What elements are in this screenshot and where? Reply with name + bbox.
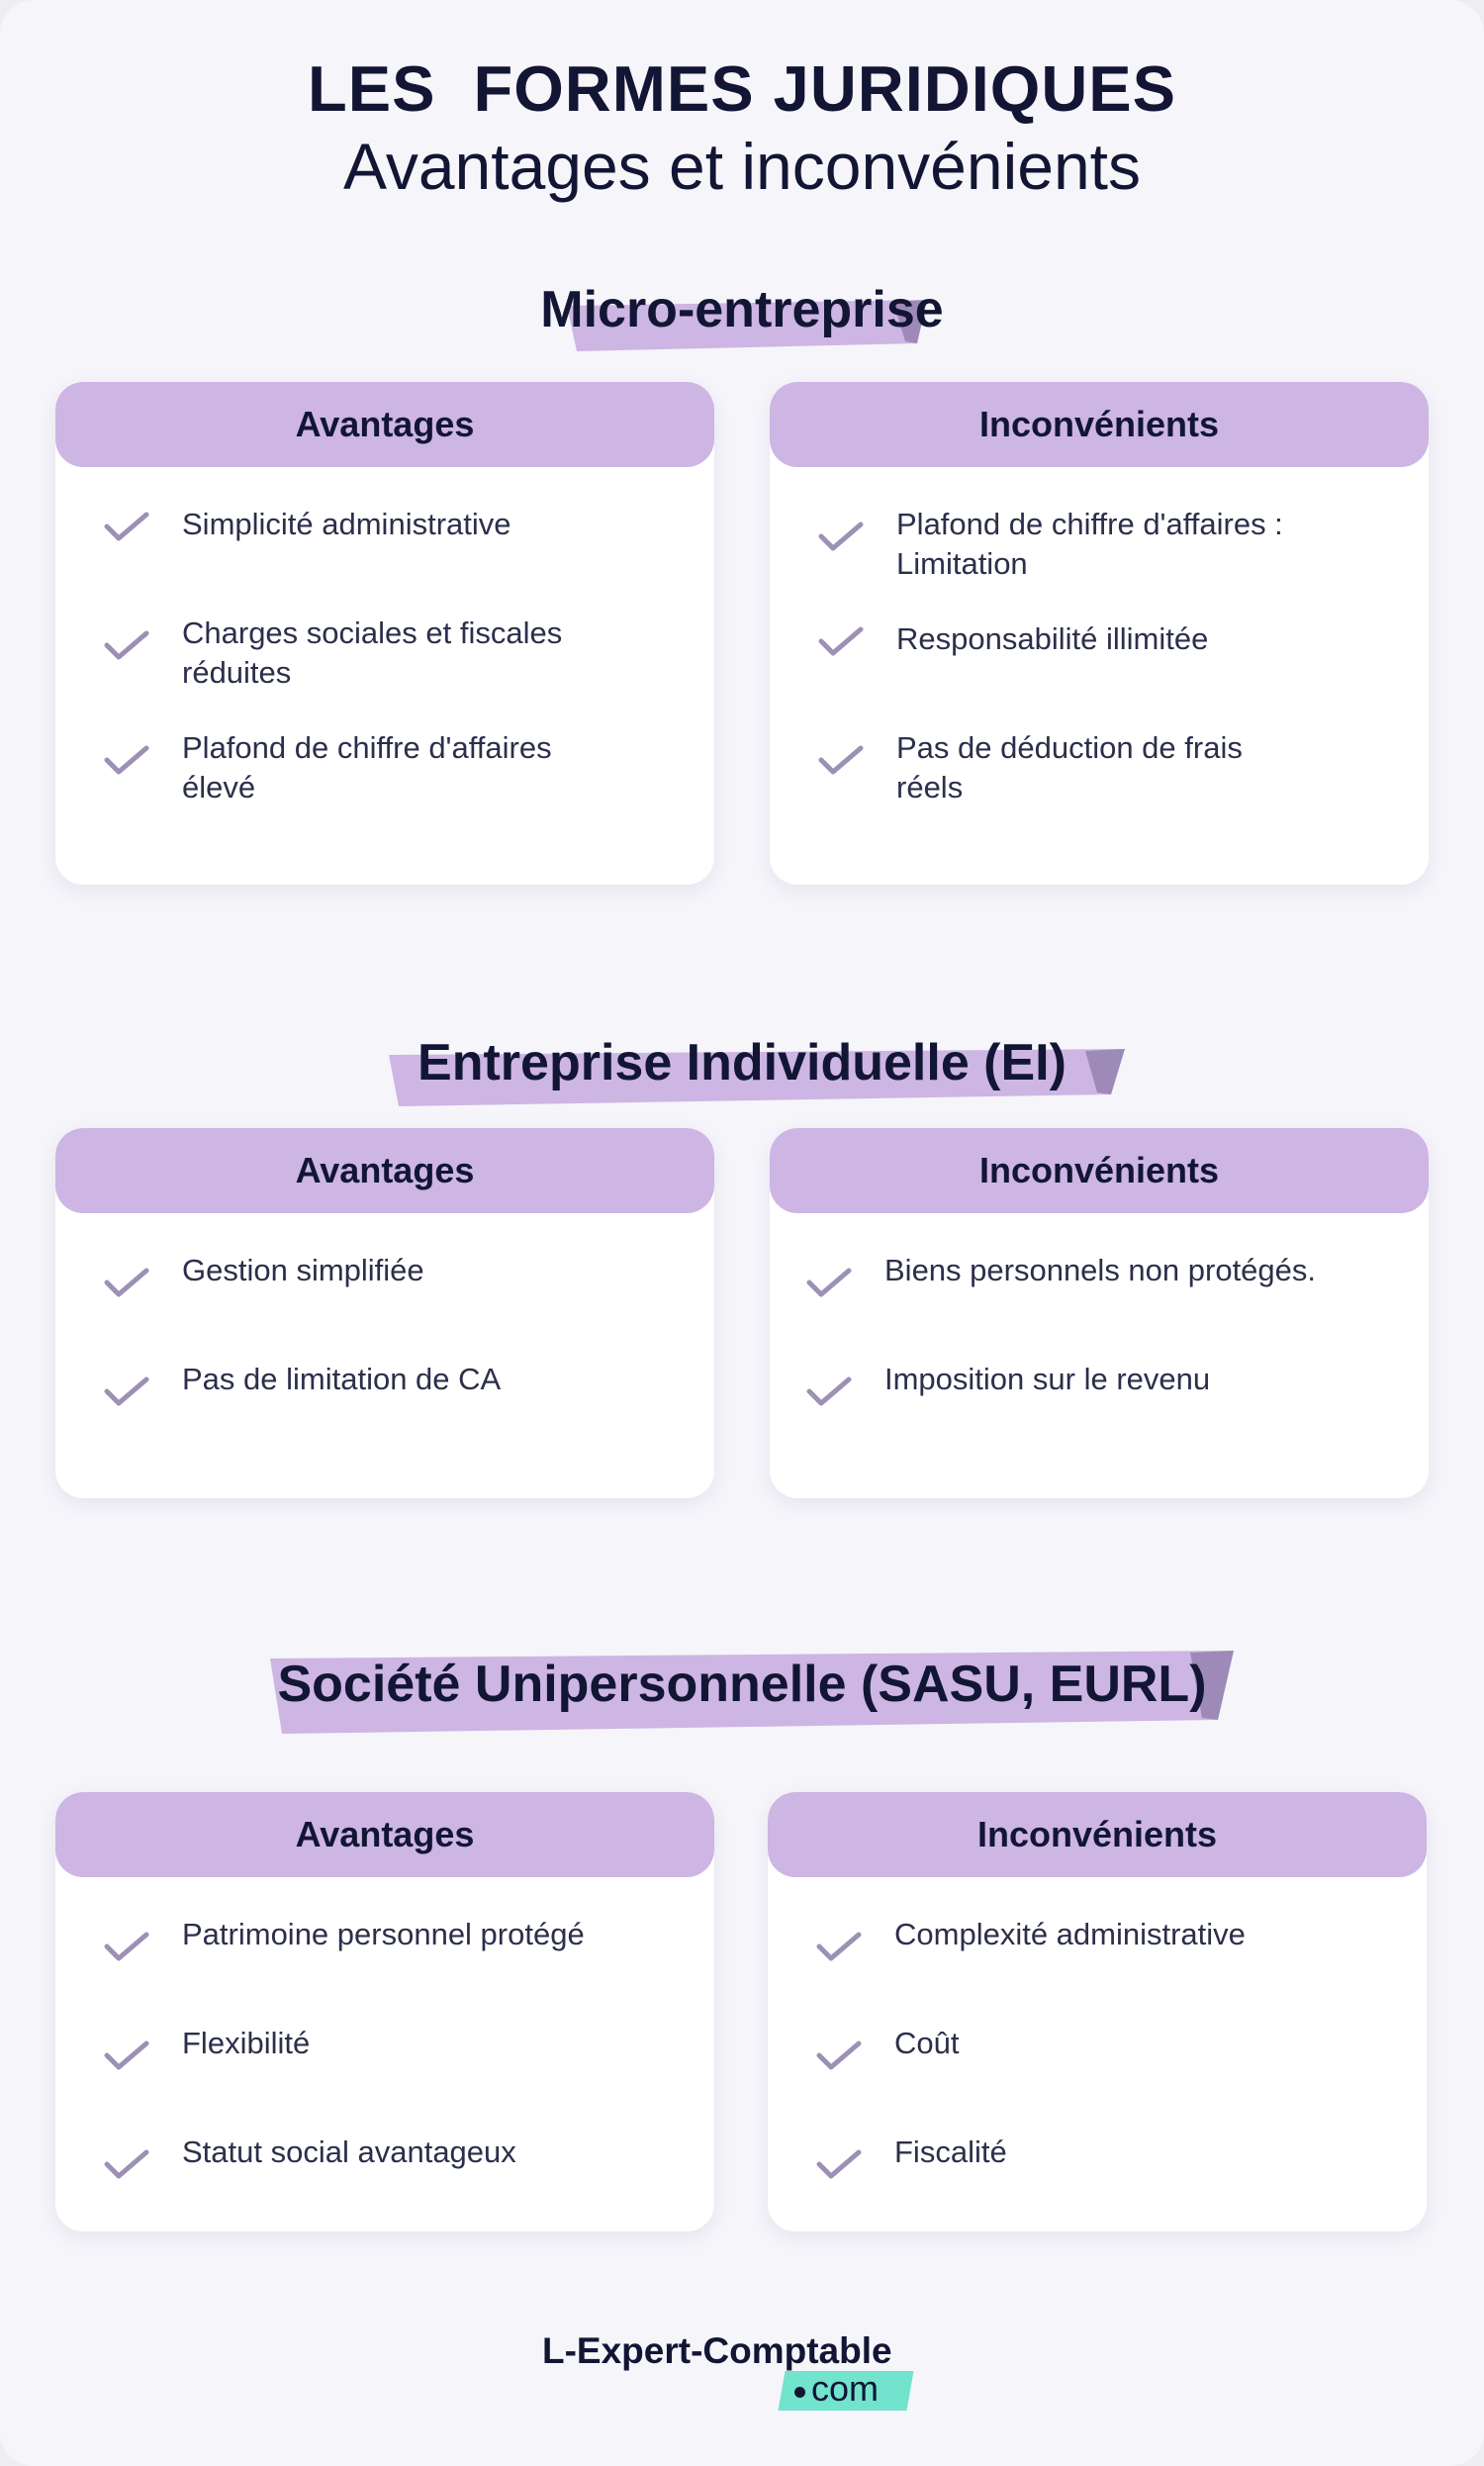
check-icon	[817, 744, 865, 780]
list-item	[103, 1915, 696, 1994]
check-icon	[103, 511, 150, 546]
brand-logo[interactable]	[514, 2330, 950, 2429]
list-item	[815, 1915, 1409, 1994]
list-item	[805, 1360, 1419, 1439]
item-text: Statut social avantageux	[182, 2134, 516, 2169]
advantages-header: Avantages	[55, 382, 714, 467]
list-item	[817, 505, 1411, 584]
list-item	[815, 2133, 1409, 2212]
check-icon	[805, 1375, 853, 1411]
list-item	[805, 1251, 1419, 1330]
check-icon	[103, 1267, 150, 1302]
check-icon	[103, 1931, 150, 1966]
check-icon	[815, 1931, 863, 1966]
check-icon	[805, 1267, 853, 1302]
check-icon	[103, 2148, 150, 2184]
item-text: Plafond de chiffre d'affaires : Limitation	[896, 507, 1283, 581]
advantages-header: Avantages	[55, 1128, 714, 1213]
section-title-micro-entreprise: Micro-entreprise	[540, 281, 944, 338]
item-text: Pas de déduction de frais réels	[896, 730, 1243, 805]
list-item	[103, 614, 696, 693]
item-text: Biens personnels non protégés.	[884, 1253, 1317, 1287]
item-text: Imposition sur le revenu	[884, 1362, 1211, 1396]
list-item	[103, 505, 696, 584]
item-text: Patrimoine personnel protégé	[182, 1917, 585, 1951]
logo-brand-text: L-Expert-Comptable	[542, 2330, 892, 2371]
check-icon	[817, 625, 865, 661]
check-icon	[817, 521, 865, 556]
list-item	[103, 728, 696, 807]
page-subtitle: Avantages et inconvénients	[342, 130, 1142, 203]
list-item	[103, 1360, 696, 1439]
disadvantages-card-societe-unipersonnelle	[768, 1792, 1427, 2231]
item-text: Gestion simplifiée	[182, 1253, 424, 1287]
section-title-entreprise-individuelle: Entreprise Individuelle (EI)	[417, 1034, 1067, 1091]
item-text: Coût	[894, 2026, 960, 2060]
check-icon	[103, 629, 150, 665]
item-text: Responsabilité illimitée	[896, 621, 1209, 656]
check-icon	[103, 2039, 150, 2075]
check-icon	[815, 2039, 863, 2075]
logo-dot	[794, 2387, 805, 2398]
disadvantages-header: Inconvénients	[770, 382, 1429, 467]
list-item	[817, 728, 1411, 807]
disadvantages-card-entreprise-individuelle	[770, 1128, 1429, 1498]
advantages-card-micro-entreprise	[55, 382, 714, 885]
list-item	[103, 1251, 696, 1330]
check-icon	[103, 744, 150, 780]
item-text: Pas de limitation de CA	[182, 1362, 502, 1396]
item-text: Flexibilité	[182, 2026, 311, 2060]
list-item	[817, 619, 1411, 699]
advantages-card-societe-unipersonnelle	[55, 1792, 714, 2231]
item-text: Complexité administrative	[894, 1917, 1246, 1951]
disadvantages-header: Inconvénients	[768, 1792, 1427, 1877]
disadvantages-header: Inconvénients	[770, 1128, 1429, 1213]
advantages-card-entreprise-individuelle	[55, 1128, 714, 1498]
item-text: Simplicité administrative	[182, 507, 511, 541]
item-text: Charges sociales et fiscales réduites	[182, 616, 563, 690]
item-text: Fiscalité	[894, 2134, 1007, 2169]
list-item	[103, 2133, 696, 2212]
advantages-header: Avantages	[55, 1792, 714, 1877]
check-icon	[103, 1375, 150, 1411]
page-title: LES FORMES JURIDIQUES	[308, 52, 1176, 125]
check-icon	[815, 2148, 863, 2184]
list-item	[815, 2024, 1409, 2103]
list-item	[103, 2024, 696, 2103]
disadvantages-card-micro-entreprise	[770, 382, 1429, 885]
section-title-societe-unipersonnelle: Société Unipersonnelle (SASU, EURL)	[277, 1656, 1207, 1713]
item-text: Plafond de chiffre d'affaires élevé	[182, 730, 552, 805]
logo-domain-text: com	[811, 2368, 880, 2409]
